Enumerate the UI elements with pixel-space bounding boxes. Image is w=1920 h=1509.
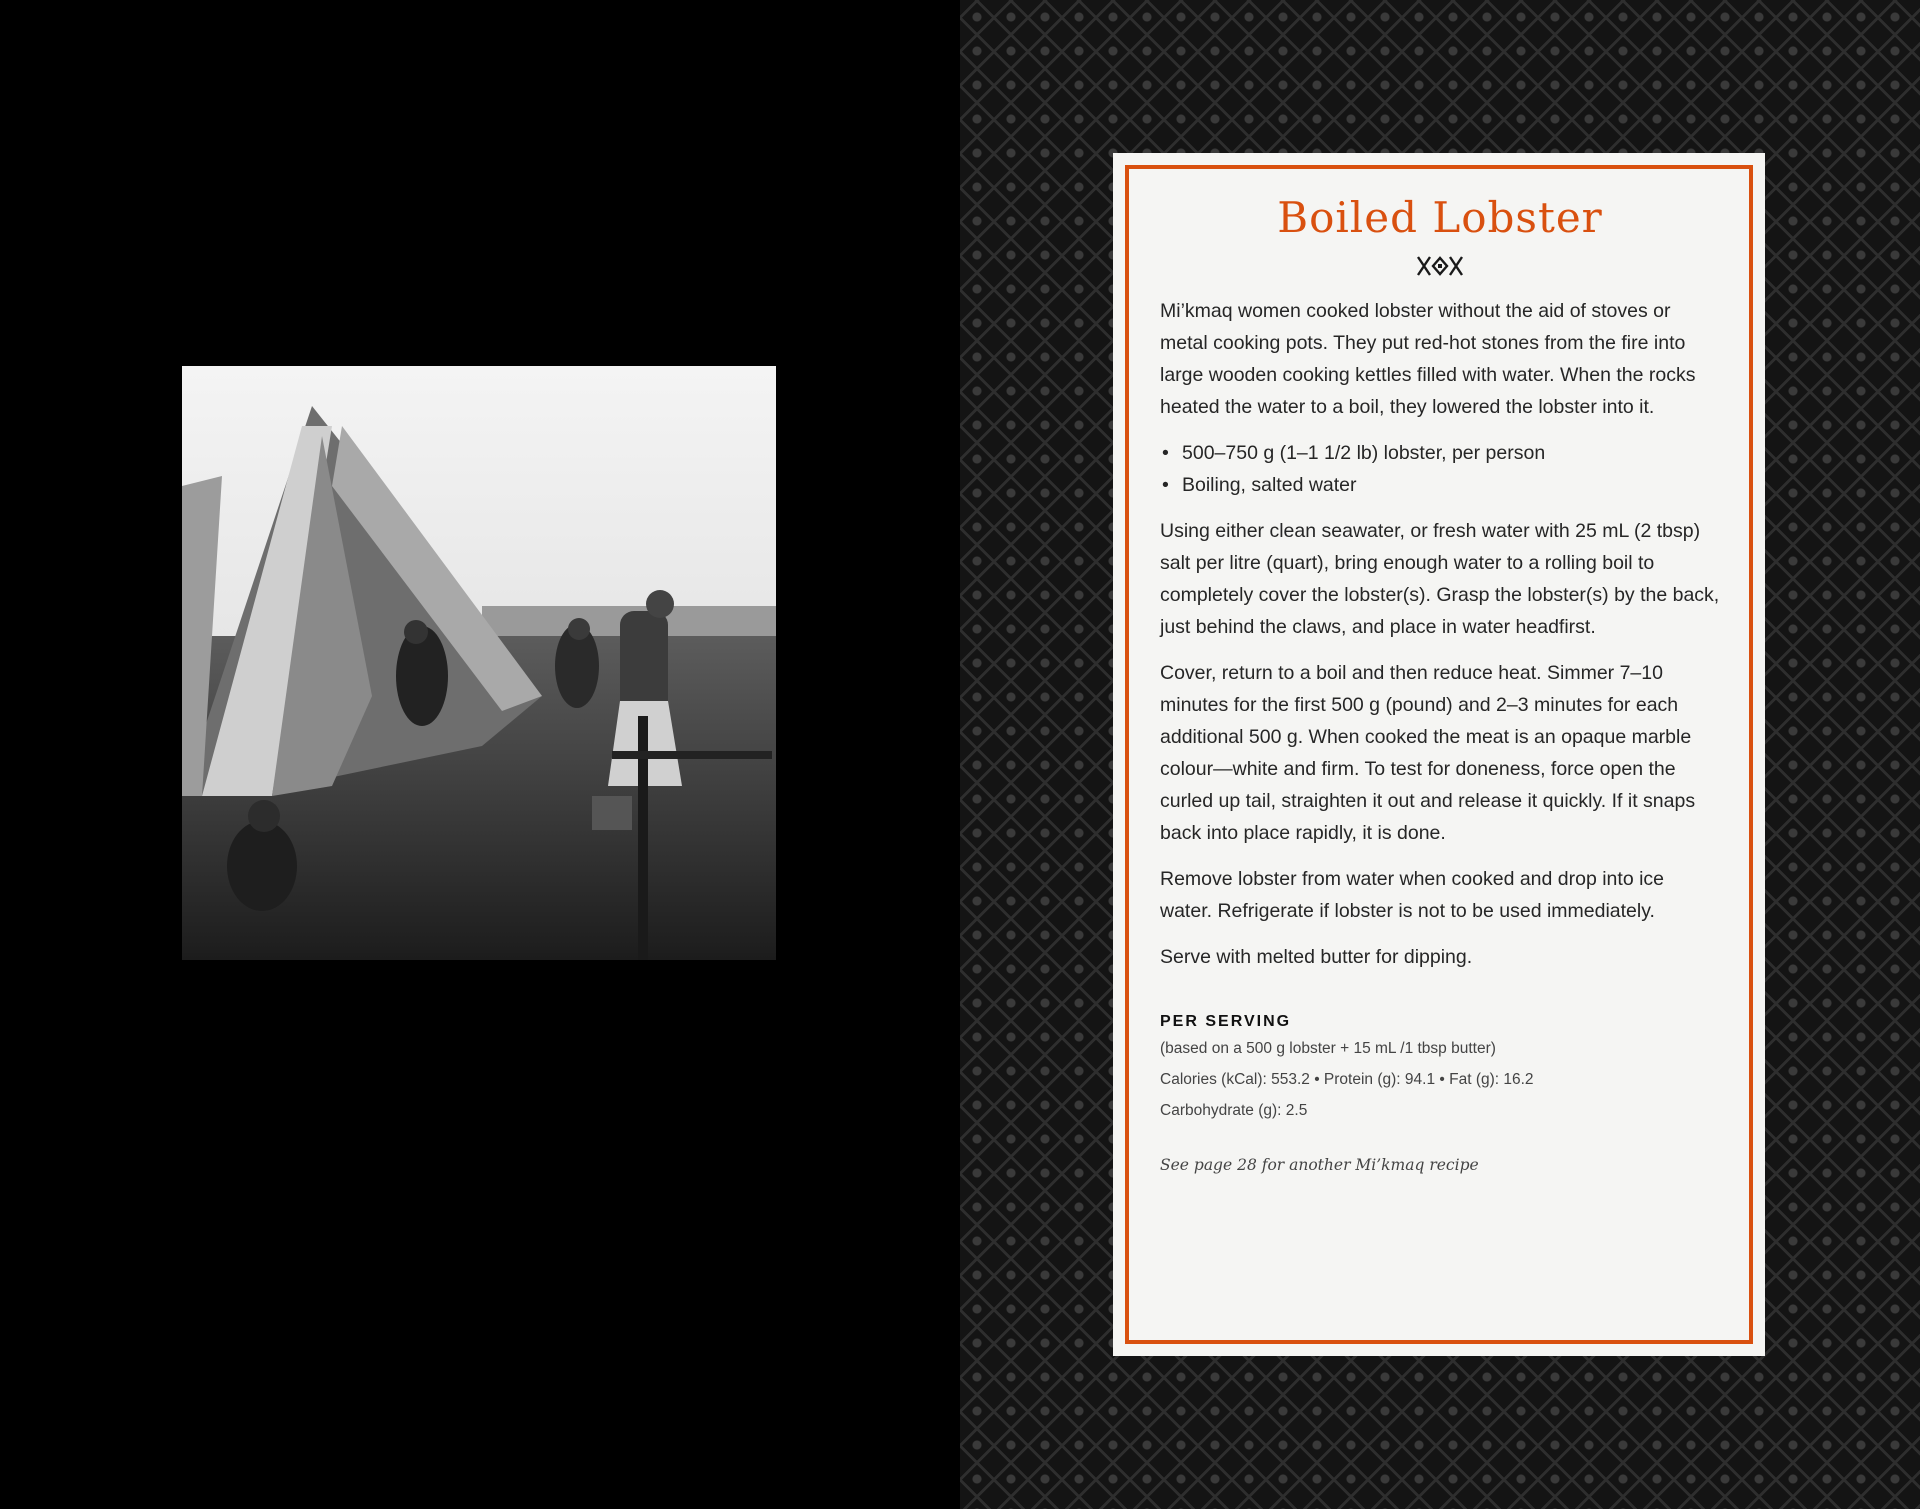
nutrition-carbohydrate: Carbohydrate (g): 2.5 [1160, 1102, 1308, 1120]
cross-diamond-ornament-icon [1416, 255, 1464, 277]
recipe-intro: Mi’kmaq women cooked lobster without the aid of stoves or metal cooking pots. They put red-hot stones from the fire into large wooden cooking kettles filled with water. When the rocks heated the water to a boil, they lowered the lobster into it. [1160, 300, 1696, 419]
ingredient-item: • Boiling, salted water [1160, 469, 1720, 501]
recipe-step: Serve with melted butter for dipping. [1160, 946, 1473, 969]
wigwam-camp-photo-icon [182, 366, 776, 960]
recipe-title: Boiled Lobster [1277, 193, 1603, 242]
recipe-card [1113, 153, 1765, 1356]
historical-photo [182, 366, 776, 960]
recipe-step: Remove lobster from water when cooked and drop into ice water. Refrigerate if lobster is not to be used immediately. [1160, 868, 1665, 923]
recipe-step: Cover, return to a boil and then reduce heat. Simmer 7–10 minutes for the first 500 g (pound) and 2–3 minutes for each additional 500 g. When cooked the meat is an opaque marble colour—white and firm. To test for doneness, force open the curled up tail, straighten it out and release it quickly. If it snaps back into place rapidly, it is done. [1160, 662, 1696, 845]
card-body [1160, 193, 1720, 1174]
per-serving-heading: PER SERVING [1160, 1013, 1292, 1031]
ingredient-item: • 500–750 g (1–1 1/2 lb) lobster, per person [1160, 437, 1720, 469]
nutrition-basis: (based on a 500 g lobster + 15 mL /1 tbsp butter) [1160, 1040, 1496, 1058]
ingredient-list [1160, 437, 1720, 501]
cross-reference-note: See page 28 for another Mi’kmaq recipe [1160, 1156, 1479, 1175]
nutrition-values: Calories (kCal): 553.2 • Protein (g): 94.1 • Fat (g): 16.2 [1160, 1071, 1534, 1089]
recipe-step: Using either clean seawater, or fresh water with 25 mL (2 tbsp) salt per litre (quart), bring enough water to a rolling boil to completely cover the lobster(s). Grasp the lobster(s) by the back, just behind the claws, and place in water headfirst. [1160, 520, 1720, 639]
